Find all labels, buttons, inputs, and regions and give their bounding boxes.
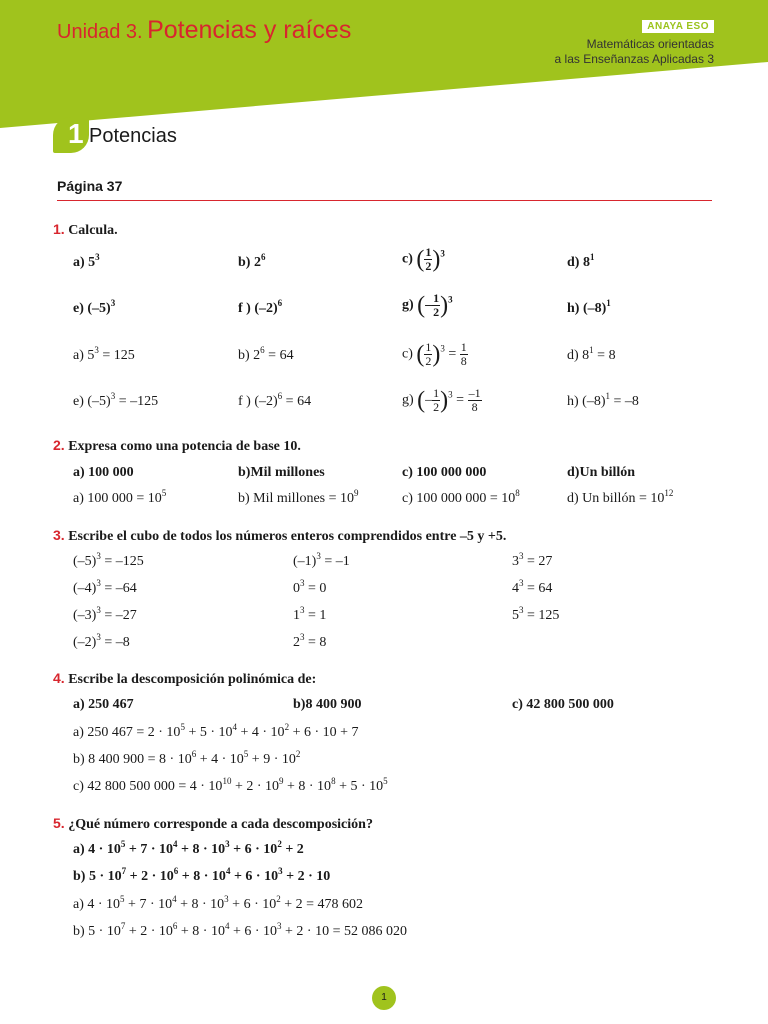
ex5-answer-b: b) $5 \cdot 10^7 + 2 \cdot 10^6 + 8 \cdot 10^4 + 6 \cdot 10^3 + 2 \cdot 10 = 52$ 086 020: [73, 921, 407, 939]
ex5-answer-a: a) $4 \cdot 10^5 + 7 \cdot 10^4 + 8 \cdot 10^3 + 6 \cdot 10^2 + 2 = 478$ 602: [73, 894, 364, 912]
section-title: Potencias: [89, 125, 177, 147]
publisher-logo: ANAYA ESO: [642, 20, 714, 33]
exercise-1-heading: [53, 222, 118, 238]
exercise-number: 5.: [53, 815, 65, 831]
ex1-question-c: c) ( $\frac{1}{2}$ )$^3$: [402, 245, 445, 273]
ex1-question-b: b) $2^6$: [238, 252, 266, 270]
ex1-answer-c: c) ( $\frac{1}{2}$ )$^3$ = $\frac{1}{8}$: [402, 340, 467, 368]
ex1-question-d: d) $8^1$: [567, 252, 595, 270]
exercise-number: 3.: [53, 527, 65, 543]
exercise-number: 2.: [53, 437, 65, 453]
ex4-question-c: c) 42 800 500 000: [512, 697, 614, 712]
ex2-answer-d: d) Un billón = $10^{12}$: [567, 488, 674, 506]
ex1-question-e: e) $(-5)^3$: [73, 298, 116, 316]
ex1-answer-d: d) $8^1 = 8$: [567, 345, 616, 363]
ex4-answer-a: a) 250 $467 = 2 \cdot 10^5 + 5 \cdot 10^4 + 4 \cdot 10^2 + 6 \cdot 10 + 7$: [73, 722, 359, 740]
exercise-prompt: Expresa como una potencia de base 10.: [68, 439, 301, 454]
ex1-answer-h: h) $(-8)^1 = -8$: [567, 391, 639, 409]
exercise-5-heading: [53, 816, 373, 832]
ex4-answer-b: b) 8 400 $900 = 8 \cdot 10^6 + 4 \cdot 10^5 + 9 \cdot 10^2$: [73, 749, 301, 767]
ex1-answer-a: a) $5^3 = 125$: [73, 345, 135, 363]
ex1-answer-e: e) $(-5)^3 = -125$: [73, 391, 159, 409]
unit-label: Unidad 3.: [57, 21, 143, 43]
book-title-line1: Matemáticas orientadas: [586, 37, 714, 51]
cube-row: $5^3 = 125$: [512, 605, 560, 623]
cube-row: $(-3)^3 = -27$: [73, 605, 137, 623]
ex1-answer-g: g) (– $\frac{1}{2}$ )$^3$ = $\frac{-1}{8}$: [402, 386, 481, 414]
exercise-prompt: Escribe la descomposición polinómica de:: [68, 672, 317, 687]
exercise-3-heading: [53, 528, 506, 544]
exercise-4-heading: [53, 671, 316, 687]
page-label: Página 37: [57, 178, 123, 194]
ex1-question-g: g) (– $\frac{1}{2}$ )$^3$: [402, 291, 453, 319]
ex4-answer-c: c) 42 800 500 $000 = 4 \cdot 10^{10} + 2 \cdot 10^9 + 8 \cdot 10^8 + 5 \cdot 10^5$: [73, 776, 388, 794]
cube-row: $(-4)^3 = -64$: [73, 578, 137, 596]
cube-row: $(-2)^3 = -8$: [73, 632, 130, 650]
exercise-2-heading: [53, 438, 301, 454]
cube-row: $(-5)^3 = -125$: [73, 551, 144, 569]
unit-name: Potencias y raíces: [147, 16, 352, 44]
ex2-answer-c: c) 100 000 $000 = 10^8$: [402, 488, 520, 506]
page-number: 1: [372, 986, 396, 1010]
ex2-question-d: d)Un billón: [567, 465, 636, 480]
ex2-question-a: a) 100 000: [73, 465, 134, 480]
ex2-question-b: b)Mil millones: [238, 465, 325, 480]
exercise-number: 1.: [53, 221, 65, 237]
cube-row: $1^3 = 1$: [293, 605, 327, 623]
cube-row: $(-1)^3 = -1$: [293, 551, 350, 569]
ex4-question-b: b)8 400 900: [293, 697, 362, 712]
ex5-question-b: b) $5 \cdot 10^7 + 2 \cdot 10^6 + 8 \cdot 10^4 + 6 \cdot 10^3 + 2 \cdot 10$: [73, 866, 331, 884]
ex1-answer-b: b) $2^6 = 64$: [238, 345, 294, 363]
ex2-question-c: c) 100 000 000: [402, 465, 487, 480]
exercise-prompt: Escribe el cubo de todos los números enteros comprendidos entre –5 y +5.: [68, 529, 507, 544]
ex1-question-f: f ) $(-2)^6$: [238, 298, 283, 316]
section-number-badge: 1: [53, 117, 89, 153]
cube-row: $2^3 = 8$: [293, 632, 327, 650]
ex4-question-a: a) 250 467: [73, 697, 134, 712]
cube-row: $0^3 = 0$: [293, 578, 327, 596]
cube-row: $3^3 = 27$: [512, 551, 553, 569]
unit-title: [57, 16, 351, 45]
brand-block: [555, 16, 714, 67]
exercise-prompt: ¿Qué número corresponde a cada descomposición?: [68, 817, 373, 832]
ex1-answer-f: f ) $(-2)^6 = 64$: [238, 391, 312, 409]
book-title-line2: a las Enseñanzas Aplicadas 3: [554, 52, 714, 66]
ex1-question-a: a) $5^3$: [73, 252, 100, 270]
exercise-number: 4.: [53, 670, 65, 686]
divider: [57, 200, 712, 201]
ex2-answer-b: b) Mil millones = $10^9$: [238, 488, 359, 506]
exercise-prompt: Calcula.: [68, 223, 118, 238]
ex5-question-a: a) $4 \cdot 10^5 + 7 \cdot 10^4 + 8 \cdot 10^3 + 6 \cdot 10^2 + 2$: [73, 839, 304, 857]
ex2-answer-a: a) 100 $000 = 10^5$: [73, 488, 167, 506]
ex1-question-h: h) $(-8)^1$: [567, 298, 611, 316]
cube-row: $4^3 = 64$: [512, 578, 553, 596]
